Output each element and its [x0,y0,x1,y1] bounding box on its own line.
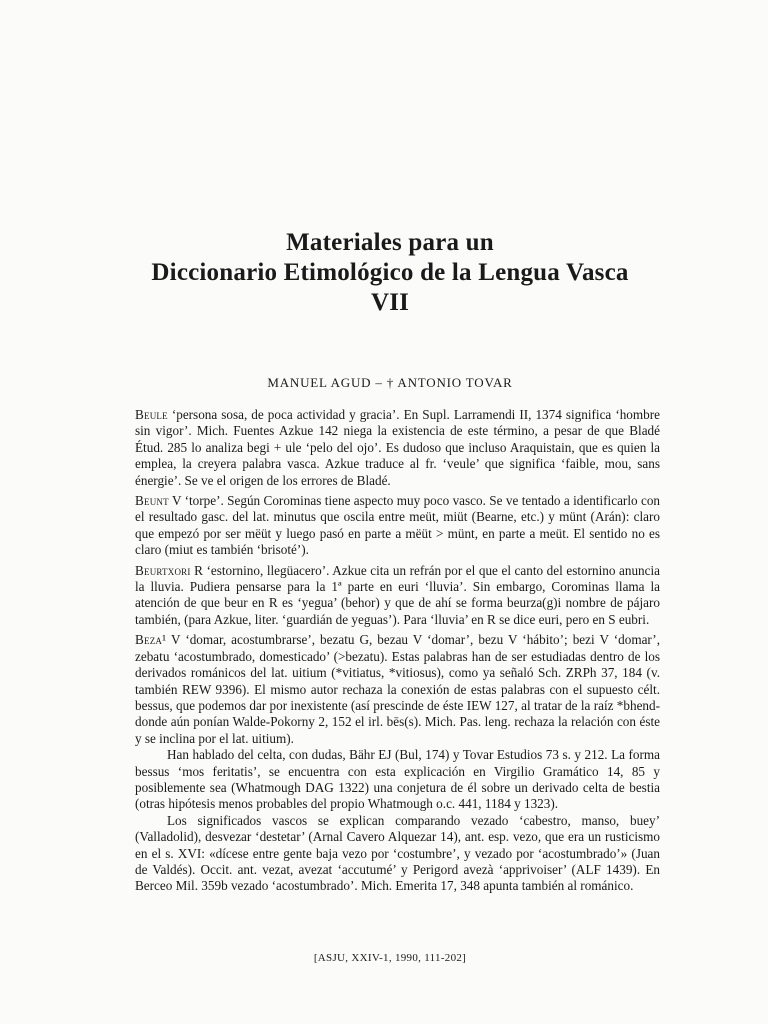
entry-paragraph: Han hablado del celta, con dudas, Bähr EJ (Bul, 174) y Tovar Estudios 73 s. y 212. La forma bessus ‘mos feritatis’, se encuentra con esta explicación en Virgilio Gramático 14, 85 y posiblemente sea (Whatmough DAG 1322) una conjetura de él sobre un derivado celta de bestia (otras hipótesis menos probables del propio Whatmough o.c. 441, 1184 y 1323). [135,747,660,812]
title-line-1: Materiales para un [286,229,494,256]
author-line: MANUEL AGUD – † ANTONIO TOVAR [267,375,513,390]
headword: Beule [135,407,168,422]
entry-text: V ‘torpe’. Según Corominas tiene aspecto muy poco vasco. Se ve tentado a identificarlo con el resultado gasc. del lat. minutus que oscila entre meüt, miüt (Bearne, etc.) y münt (Arán): claro que empezó por ser mëüt y luego pasó en parte a mëüt > münt, en parte a meüt. El sentido no es claro (miut es también ‘brisoté’). [135,493,661,558]
entry-beunt [104,493,660,559]
entry-text: ‘persona sosa, de poca actividad y gracia’. En Supl. Larramendi II, 1374 significa ‘hombre sin vigor’. Mich. Fuentes Azkue 142 niega la existencia de este término, a pesar de que Bladé Étud. 285 lo analiza begi + ule ‘pelo del ojo’. Es dudoso que incluso Araquistain, que es quien la emplea, la creyera palabra vasca. Azkue traduce al fr. ‘veule’ que significa ‘faible, mou, sans énergie’. Se ve el origen de los errores de Bladé. [135,407,660,488]
title-line-3: VII [370,289,410,316]
entry-text: R ‘estornino, llegüacero’. Azkue cita un refrán por el que el canto del estornino anuncia la lluvia. Pudiera pensarse para la 1ª parte en euri ‘lluvia’. Sin embargo, Corominas llama la atención de que beur en R es ‘yegua’ (behor) y que de ahí se forma beurza(g)i nombre de pájaro también, (para Azkue, liter. ‘guardián de yeguas’). Para ‘lluvia’ en R se dice euri, pero en S eubri. [135,562,661,627]
entry-beurtxori [104,563,660,629]
article-title [60,228,720,318]
headword: Beza¹ [135,632,167,648]
dictionary-entries [104,407,660,899]
entry-beule [104,407,660,489]
journal-citation: [ASJU, XXIV-1, 1990, 111-202] [313,952,467,964]
entry-paragraph: Los significados vascos se explican comparando vezado ‘cabestro, manso, buey’ (Valladolid), desvezar ‘destetar’ (Arnal Cavero Alquezar 14), ant. esp. vezo, que era un rusticismo en el s. XVI: «dícese entre gente baja vezo por ‘costumbre’, y vezado por ‘acostumbrado’» (Juan de Valdés). Occit. ant. vezat, avezat ‘accutumé’ y Perigord avezà ‘apprivoiser’ (ALF 1439). En Berceo Mil. 359b vezado ‘acostumbrado’. Mich. Emerita 17, 348 apunta también al románico. [135,812,660,894]
headword: Beunt [135,493,169,509]
entry-text: V ‘domar, acostumbrarse’, bezatu G, bezau V ‘domar’, bezu V ‘hábito’; bezi V ‘domar’, zebatu ‘acostumbrado, domesticado’ (>bezatu). Estas palabras han de ser estudiadas dentro de los derivados románicos del lat. uitium (*vitiatus, *vitiosus), como ya señaló Sch. ZRPh 37, 184 (v. también REW 9396). El mismo autor rechaza la conexión de estas palabras con el supuesto célt. bessus, que podemos dar por inexistente (así prescinde de éste IEW 127, al tratar de la raíz *bhend- donde aún ponían Walde-Pokorny 2, 152 el irl. bēs(s). Mich. Pas. leng. rechaza la relación con éste y se inclina por el lat. uitium). [135,632,660,746]
title-line-2: Diccionario Etimológico de la Lengua Vasca [151,259,629,286]
entry-beza [104,632,660,895]
headword: Beurtxori [135,562,191,578]
